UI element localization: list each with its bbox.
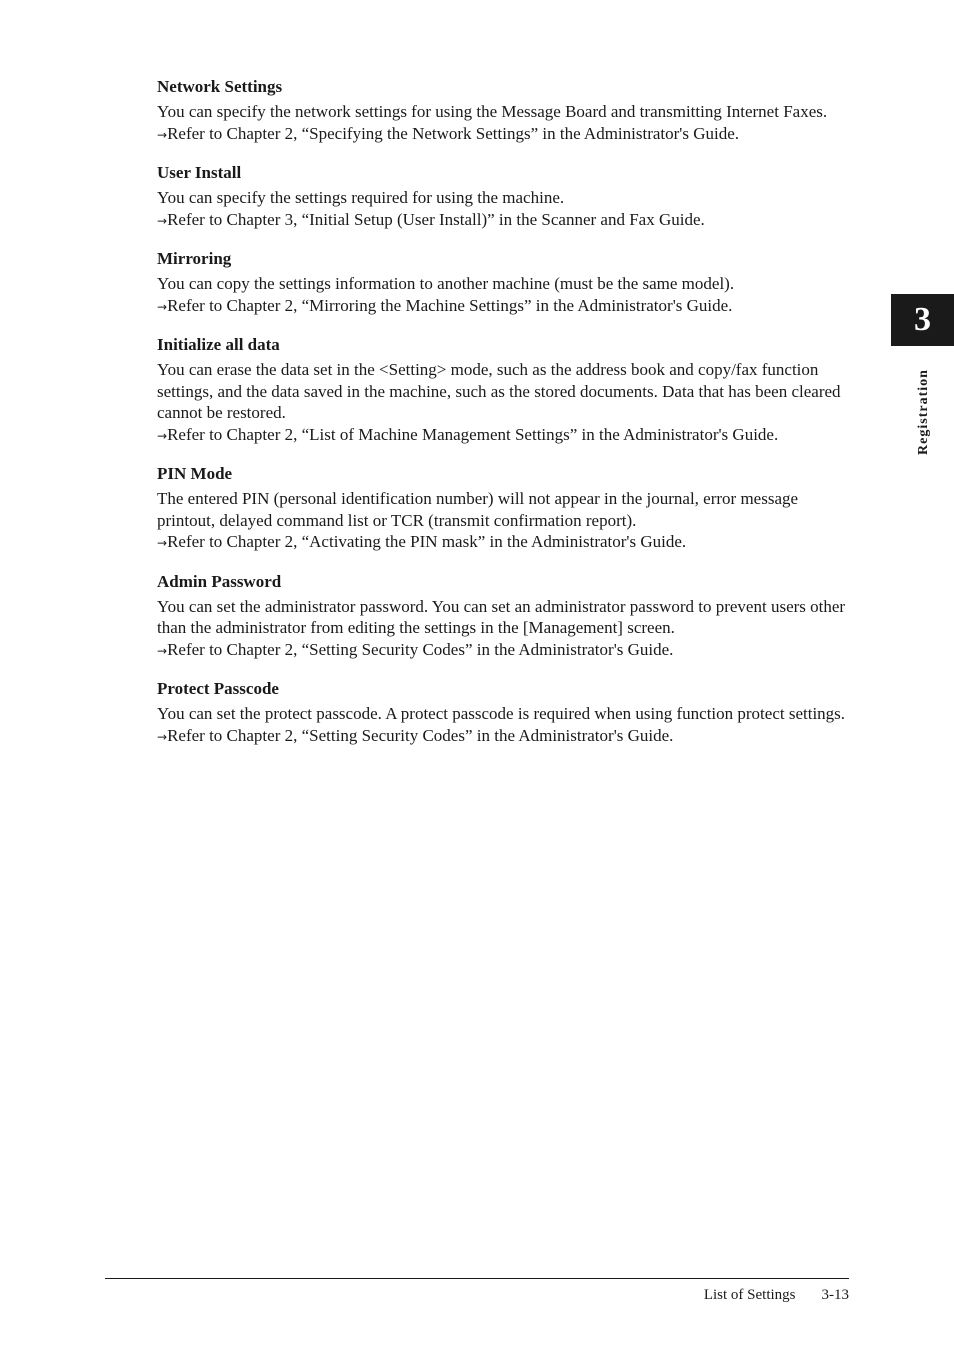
page-content bbox=[157, 76, 857, 764]
reference-line bbox=[157, 725, 857, 749]
reference-line bbox=[157, 295, 857, 319]
arrow-right-icon: → bbox=[157, 127, 168, 142]
reference-text: Refer to Chapter 2, “Mirroring the Machine Settings” in the Administrator's Guide. bbox=[167, 295, 733, 315]
section-body: You can set the protect passcode. A protect passcode is required when using function protect settings. bbox=[157, 704, 846, 723]
arrow-right-icon: → bbox=[157, 536, 168, 550]
footer-divider bbox=[105, 1278, 849, 1279]
reference-text: Refer to Chapter 2, “Setting Security Codes” in the Administrator's Guide. bbox=[167, 639, 674, 659]
section-mirroring bbox=[157, 248, 857, 318]
reference-line bbox=[157, 209, 857, 233]
reference-text: Refer to Chapter 2, “Activating the PIN mask” in the Administrator's Guide. bbox=[167, 532, 687, 551]
section-title: Mirroring bbox=[157, 249, 232, 268]
reference-line bbox=[157, 424, 857, 448]
page-footer bbox=[704, 1285, 849, 1305]
reference-line bbox=[157, 639, 857, 663]
reference-line bbox=[157, 531, 857, 555]
reference-line bbox=[157, 123, 857, 147]
section-body: You can copy the settings information to another machine (must be the same model). bbox=[157, 274, 735, 293]
section-title: PIN Mode bbox=[157, 464, 233, 483]
section-protect-passcode bbox=[157, 678, 857, 748]
section-title: Protect Passcode bbox=[157, 679, 279, 698]
reference-text: Refer to Chapter 3, “Initial Setup (User Install)” in the Scanner and Fax Guide. bbox=[167, 209, 705, 229]
section-pin-mode bbox=[157, 463, 857, 555]
reference-text: Refer to Chapter 2, “List of Machine Management Settings” in the Administrator's Guide. bbox=[167, 424, 779, 444]
arrow-right-icon: → bbox=[157, 213, 168, 228]
chapter-side-label: Registration bbox=[916, 369, 931, 455]
section-title: User Install bbox=[157, 163, 242, 182]
arrow-right-icon: → bbox=[157, 729, 168, 744]
section-title: Admin Password bbox=[157, 571, 282, 591]
section-body: You can specify the network settings for using the Message Board and transmitting Internet Faxes. bbox=[157, 102, 828, 121]
section-initialize-all-data bbox=[157, 334, 857, 447]
section-body: You can specify the settings required for using the machine. bbox=[157, 188, 565, 207]
arrow-right-icon: → bbox=[157, 643, 168, 658]
arrow-right-icon: → bbox=[157, 428, 168, 443]
section-title: Initialize all data bbox=[157, 335, 280, 354]
reference-text: Refer to Chapter 2, “Specifying the Network Settings” in the Administrator's Guide. bbox=[167, 123, 740, 143]
section-body: The entered PIN (personal identification number) will not appear in the journal, error message printout, delayed command list or TCR (transmit confirmation report). bbox=[157, 489, 799, 530]
arrow-right-icon: → bbox=[157, 299, 168, 314]
chapter-tab: 3 bbox=[891, 294, 954, 346]
section-title: Network Settings bbox=[157, 77, 283, 96]
footer-section-name: List of Settings bbox=[703, 1287, 796, 1303]
section-body: You can set the administrator password. You can set an administrator password to prevent users other than the administrator from editing the settings in the [Management] screen. bbox=[157, 596, 846, 637]
reference-text: Refer to Chapter 2, “Setting Security Codes” in the Administrator's Guide. bbox=[167, 725, 674, 745]
section-network-settings bbox=[157, 76, 857, 146]
section-user-install bbox=[157, 162, 857, 232]
section-admin-password bbox=[157, 571, 857, 663]
section-body: You can erase the data set in the <Setting> mode, such as the address book and copy/fax function settings, and the data saved in the machine, such as the stored documents. Data that has been cleared cannot be restored. bbox=[157, 360, 841, 422]
page-number: 3-13 bbox=[821, 1287, 849, 1303]
